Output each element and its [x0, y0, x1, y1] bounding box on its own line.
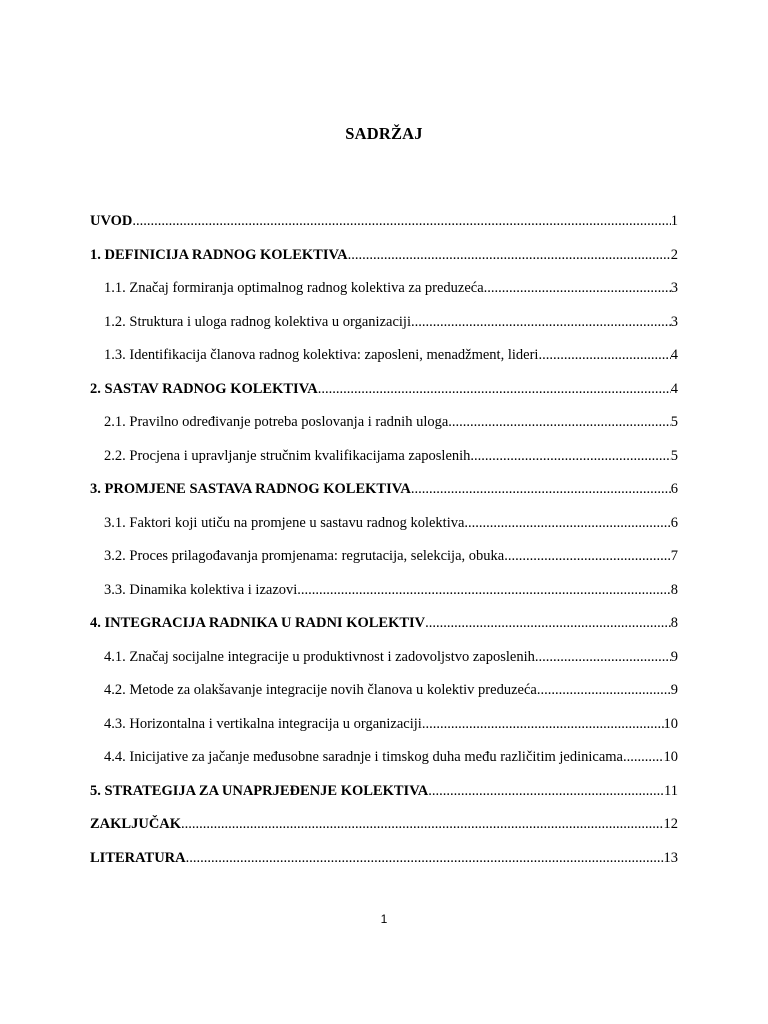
toc-entry-title: 4. INTEGRACIJA RADNIKA U RADNI KOLEKTIV	[90, 615, 426, 631]
toc-dot-leader	[428, 781, 664, 802]
toc-entry-title: ZAKLJUČAK	[90, 816, 182, 832]
toc-entry-page-number: 3	[670, 313, 678, 330]
toc-entry-title: 4.1. Značaj socijalne integracije u produktivnost i zadovoljstvo zaposlenih	[104, 648, 535, 665]
toc-dot-leader	[537, 680, 671, 701]
toc-chapter-entry[interactable]	[90, 781, 678, 815]
toc-entry-title: LITERATURA	[90, 849, 186, 866]
toc-section-entry[interactable]	[90, 714, 678, 748]
toc-section-entry[interactable]	[90, 345, 678, 379]
toc-dot-leader	[504, 546, 671, 567]
toc-entry-page-number: 5	[670, 447, 678, 464]
toc-entry-page-number: 9	[670, 648, 678, 665]
toc-entry-page-number: 1	[670, 213, 678, 229]
toc-section-entry[interactable]	[90, 312, 678, 346]
toc-entry-page-number: 9	[670, 682, 678, 698]
toc-entry-title: 1.2. Struktura i uloga radnog kolektiva u organizaciji	[104, 313, 411, 330]
toc-chapter-entry[interactable]	[90, 379, 678, 413]
toc-dot-leader	[411, 479, 671, 500]
toc-dot-leader	[535, 647, 671, 668]
toc-section-entry[interactable]	[90, 647, 678, 681]
toc-entry-page-number: 13	[663, 849, 678, 866]
toc-entry-page-number: 10	[663, 715, 678, 732]
toc-entry-page-number: 10	[663, 749, 678, 765]
page-number: 1	[380, 912, 388, 926]
toc-entry-title: 3. PROMJENE SASTAVA RADNOG KOLEKTIVA	[90, 481, 411, 497]
toc-section-entry[interactable]	[90, 446, 678, 480]
toc-entry-page-number: 8	[670, 581, 678, 598]
toc-chapter-entry[interactable]	[90, 479, 678, 513]
toc-entry-title: 1.3. Identifikacija članova radnog kolektiva: zaposleni, menadžment, lideri	[104, 347, 539, 363]
toc-section-entry[interactable]	[90, 513, 678, 547]
toc-entry-page-number: 7	[670, 548, 678, 564]
toc-section-entry[interactable]	[90, 278, 678, 312]
toc-section-entry[interactable]	[90, 412, 678, 446]
toc-section-entry[interactable]	[90, 580, 678, 614]
toc-entry-page-number: 6	[670, 481, 678, 497]
toc-chapter-entry[interactable]	[90, 245, 678, 279]
toc-dot-leader	[318, 379, 671, 400]
toc-chapter-entry[interactable]	[90, 848, 678, 882]
toc-entry-title: 1.1. Značaj formiranja optimalnog radnog kolektiva za preduzeća	[104, 280, 484, 296]
toc-dot-leader	[297, 580, 670, 601]
toc-entry-title: 1. DEFINICIJA RADNOG KOLEKTIVA	[90, 246, 348, 263]
toc-entry-page-number: 4	[670, 380, 678, 397]
toc-dot-leader	[538, 345, 670, 366]
toc-dot-leader	[411, 312, 671, 333]
toc-dot-leader	[623, 747, 664, 768]
toc-dot-leader	[448, 412, 670, 433]
toc-dot-leader	[348, 245, 671, 266]
toc-entry-title: 3.2. Proces prilagođavanja promjenama: regrutacija, selekcija, obuka	[104, 548, 505, 564]
toc-dot-leader	[422, 714, 664, 735]
toc-dot-leader	[425, 613, 671, 634]
toc-entry-page-number: 3	[670, 280, 678, 296]
toc-section-entry[interactable]	[90, 747, 678, 781]
toc-entry-title: 4.3. Horizontalna i vertikalna integracija u organizaciji	[104, 715, 422, 732]
toc-entry-title: UVOD	[90, 213, 133, 229]
toc-entry-title: 2.1. Pravilno određivanje potreba poslovanja i radnih uloga	[104, 414, 449, 430]
toc-entry-title: 2.2. Procjena i upravljanje stručnim kvalifikacijama zaposlenih	[104, 447, 471, 464]
toc-entry-page-number: 6	[670, 514, 678, 531]
toc-section-entry[interactable]	[90, 546, 678, 580]
toc-dot-leader	[484, 278, 671, 299]
toc-dot-leader	[132, 211, 670, 232]
toc-dot-leader	[181, 814, 663, 835]
page-title: SADRŽAJ	[345, 124, 423, 143]
toc-dot-leader	[464, 513, 670, 534]
toc-entry-page-number: 8	[670, 615, 678, 631]
toc-chapter-entry[interactable]	[90, 814, 678, 848]
toc-dot-leader	[186, 848, 664, 869]
toc-entry-title: 3.1. Faktori koji utiču na promjene u sastavu radnog kolektiva	[104, 514, 465, 531]
toc-entry-page-number: 11	[664, 782, 678, 799]
toc-entry-title: 3.3. Dinamika kolektiva i izazovi	[104, 581, 298, 598]
toc-entry-page-number: 4	[670, 347, 678, 363]
toc-entry-title: 4.2. Metode za olakšavanje integracije novih članova u kolektiv preduzeća	[104, 682, 537, 698]
toc-entry-page-number: 2	[670, 246, 678, 263]
toc-section-entry[interactable]	[90, 680, 678, 714]
toc-dot-leader	[470, 446, 670, 467]
toc-entry-page-number: 12	[663, 816, 678, 832]
toc-entry-page-number: 5	[670, 414, 678, 430]
toc-entry-title: 4.4. Inicijative za jačanje međusobne saradnje i timskog duha među različitim jedinicama	[104, 749, 623, 765]
toc-entry-title: 5. STRATEGIJA ZA UNAPRJEĐENJE KOLEKTIVA	[90, 782, 429, 799]
toc-chapter-entry[interactable]	[90, 613, 678, 647]
toc-entry-title: 2. SASTAV RADNOG KOLEKTIVA	[90, 380, 318, 397]
toc-chapter-entry[interactable]	[90, 211, 678, 245]
table-of-contents	[90, 211, 678, 881]
